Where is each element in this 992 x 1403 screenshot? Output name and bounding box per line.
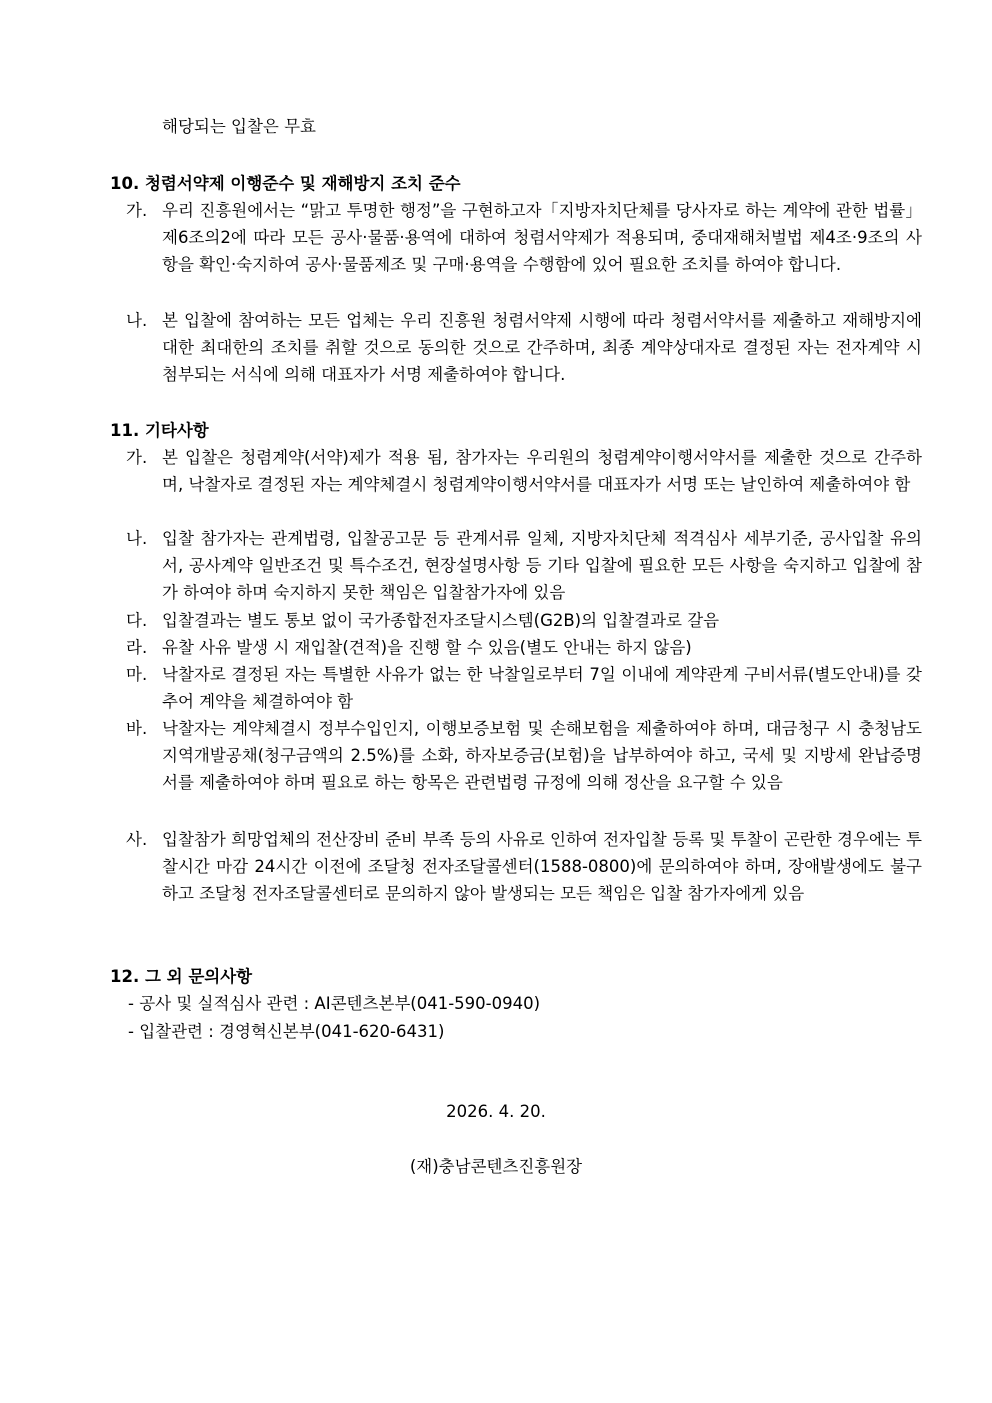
section-11-item-na bbox=[126, 525, 922, 607]
item-text: 우리 진흥원에서는 “맑고 투명한 행정”을 구현하고자「지방자치단체를 당사자로 하는 계약에 관한 법률」 제6조의2에 따라 모든 공사·물품·용역에 대하여 청렴서약제가 적용되며, 중대재해처벌법 제4조·9조의 사항을 확인·숙지하여 공사·물품제조 및 구매·용역을 수행함에 있어 필요한 조치를 하여야 합니다. bbox=[162, 201, 923, 275]
item-text: 본 입찰은 청렴계약(서약)제가 적용 됨, 참가자는 우리원의 청렴계약이행서약서를 제출한 것으로 간주하며, 낙찰자로 결정된 자는 계약체결시 청렴계약이행서약서를 대표자가 서명 또는 날인하여 제출하여야 함 bbox=[162, 448, 922, 495]
item-marker: 라. bbox=[126, 638, 148, 657]
item-text: 입찰 참가자는 관계법령, 입찰공고문 등 관계서류 일체, 지방자치단체 적격심사 세부기준, 공사입찰 유의서, 공사계약 일반조건 및 특수조건, 현장설명사항 등 기타 입찰에 필요한 모든 사항을 숙지하고 입찰에 참가 하여야 하며 숙지하지 못한 책임은 입찰참가자에 있음 bbox=[162, 529, 922, 603]
section-11-item-da bbox=[126, 607, 922, 634]
item-text: 입찰결과는 별도 통보 없이 국가종합전자조달시스템(G2B)의 입찰결과로 갈음 bbox=[162, 611, 720, 630]
item-text: 본 입찰에 참여하는 모든 업체는 우리 진흥원 청렴서약제 시행에 따라 청렴서약서를 제출하고 재해방지에 대한 최대한의 조치를 취할 것으로 동의한 것으로 간주하며, 최종 계약상대자로 결정된 자는 전자계약 시 첨부되는 서식에 의해 대표자가 서명 제출하여야 합니다. bbox=[162, 311, 922, 385]
item-marker: 가. bbox=[126, 448, 148, 467]
item-marker: 다. bbox=[126, 611, 148, 630]
item-marker: 가. bbox=[126, 201, 148, 220]
issuer-name: (재)충남콘텐츠진흥원장 bbox=[409, 1157, 583, 1176]
item-marker: 사. bbox=[126, 830, 148, 849]
section-11-item-ma bbox=[126, 661, 922, 715]
section-10-heading: 10. 청렴서약제 이행준수 및 재해방지 조치 준수 bbox=[110, 174, 461, 193]
item-marker: 나. bbox=[126, 311, 148, 330]
item-marker: 마. bbox=[126, 665, 148, 684]
section-12-heading: 12. 그 외 문의사항 bbox=[110, 967, 253, 986]
item-text: 입찰참가 희망업체의 전산장비 준비 부족 등의 사유로 인하여 전자입찰 등록 및 투찰이 곤란한 경우에는 투찰시간 마감 24시간 이전에 조달청 전자조달콜센터(1588-0800)에 문의하여야 하며, 장애발생에도 불구하고 조달청 전자조달콜센터로 문의하지 않아 발생되는 모든 책임은 입찰 참가자에게 있음 bbox=[162, 830, 922, 904]
item-text: 유찰 사유 발생 시 재입찰(견적)을 진행 할 수 있음(별도 안내는 하지 않음) bbox=[162, 638, 692, 657]
document-date: 2026. 4. 20. bbox=[446, 1102, 546, 1121]
contact-construction: - 공사 및 실적심사 관련 : AI콘텐츠본부(041-590-0940) bbox=[128, 994, 541, 1013]
contact-bidding: - 입찰관련 : 경영혁신본부(041-620-6431) bbox=[128, 1022, 445, 1041]
section-10-item-na bbox=[126, 307, 922, 389]
continuation-line: 해당되는 입찰은 무효 bbox=[162, 117, 316, 136]
section-10-item-ga bbox=[126, 197, 922, 279]
item-marker: 바. bbox=[126, 719, 148, 738]
section-11-item-ga bbox=[126, 444, 922, 498]
section-11-item-ba bbox=[126, 715, 922, 797]
section-11-item-sa bbox=[126, 826, 922, 908]
item-text: 낙찰자로 결정된 자는 특별한 사유가 없는 한 낙찰일로부터 7일 이내에 계약관계 구비서류(별도안내)를 갖추어 계약을 체결하여야 함 bbox=[162, 665, 922, 712]
section-11-heading: 11. 기타사항 bbox=[110, 421, 209, 440]
section-11-item-ra bbox=[126, 634, 922, 661]
item-text: 낙찰자는 계약체결시 정부수입인지, 이행보증보험 및 손해보험을 제출하여야 하며, 대금청구 시 충청남도 지역개발공채(청구금액의 2.5%)를 소화, 하자보증금(보험)을 납부하여야 하고, 국세 및 지방세 완납증명서를 제출하여야 하며 필요로 하는 항목은 관련법령 규정에 의해 정산을 요구할 수 있음 bbox=[162, 719, 922, 793]
item-marker: 나. bbox=[126, 529, 148, 548]
